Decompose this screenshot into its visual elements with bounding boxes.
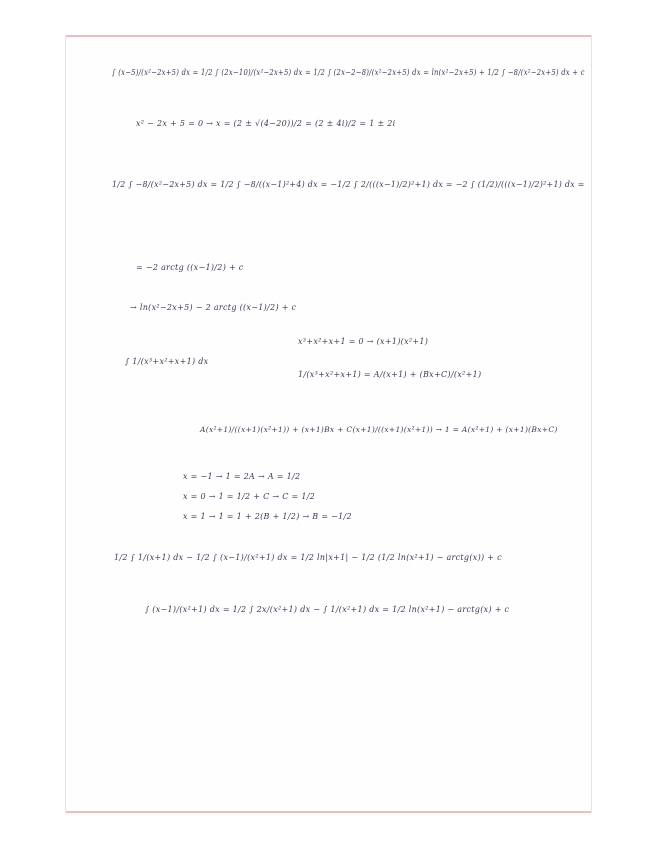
math-line: 1/2 ∫ 1/(x+1) dx − 1/2 ∫ (x−1)/(x²+1) dx = 1/2 ln|x+1| − 1/2 (1/2 ln(x²+1) − arctg(x)) + c — [114, 553, 502, 562]
math-line: x = 1 → 1 = 1 + 2(B + 1/2) → B = −1/2 — [183, 512, 352, 521]
math-line: ∫ (x−1)/(x²+1) dx = 1/2 ∫ 2x/(x²+1) dx − ∫ 1/(x²+1) dx = 1/2 ln(x²+1) − arctg(x) + c — [145, 605, 510, 614]
math-line: = −2 arctg ((x−1)/2) + c — [136, 263, 244, 272]
paper-bottom-edge — [66, 811, 591, 813]
math-line: ∫ (x−5)/(x²−2x+5) dx = 1/2 ∫ (2x−10)/(x²−2x+5) dx = 1/2 ∫ (2x−2−8)/(x²−2x+5) dx = ln(x²−2x+5) + 1/2 ∫ −8/(x²−2x+5) dx + c — [112, 68, 585, 77]
math-line: A(x²+1)/((x+1)(x²+1)) + (x+1)Bx + C(x+1)/((x+1)(x²+1)) → 1 = A(x²+1) + (x+1)(Bx+C) — [200, 425, 558, 434]
math-line: 1/(x³+x²+x+1) = A/(x+1) + (Bx+C)/(x²+1) — [298, 370, 482, 379]
math-line: → ln(x²−2x+5) − 2 arctg ((x−1)/2) + c — [130, 303, 297, 312]
math-line: x³+x²+x+1 = 0 → (x+1)(x²+1) — [298, 337, 429, 346]
math-line: x = −1 → 1 = 2A → A = 1/2 — [183, 472, 301, 481]
paper-sheet — [66, 36, 591, 812]
math-line: ∫ 1/(x³+x²+x+1) dx — [125, 357, 209, 366]
math-line: x² − 2x + 5 = 0 → x = (2 ± √(4−20))/2 = (2 ± 4i)/2 = 1 ± 2i — [136, 119, 396, 128]
math-line: x = 0 → 1 = 1/2 + C → C = 1/2 — [183, 492, 316, 501]
paper-top-edge — [66, 35, 591, 37]
math-line: 1/2 ∫ −8/(x²−2x+5) dx = 1/2 ∫ −8/((x−1)²+4) dx = −1/2 ∫ 2/(((x−1)/2)²+1) dx = −2 ∫ (1/2)/(((x−1)/2)²+1) dx = — [112, 180, 585, 189]
